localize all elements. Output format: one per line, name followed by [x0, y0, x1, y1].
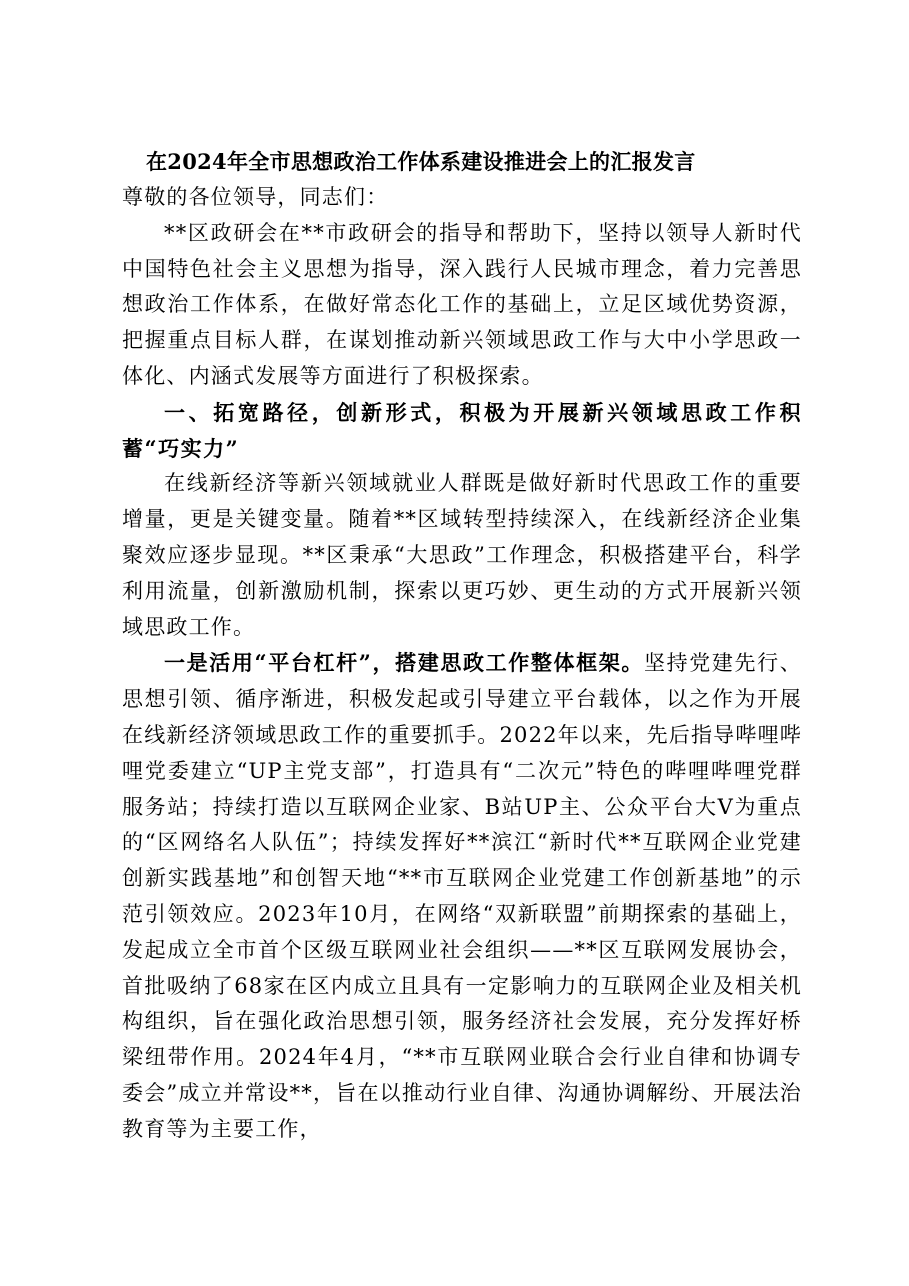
point-1-paragraph: [122, 645, 802, 1147]
document-title: 在2024年全市思想政治工作体系建设推进会上的汇报发言: [146, 149, 696, 174]
intro-paragraph: **区政研会在**市政研会的指导和帮助下，坚持以领导人新时代中国特色社会主义思想为指导，深入践行人民城市理念，着力完善思想政治工作体系，在做好常态化工作的基础上，立足区域优势资源，把握重点目标人群，在谋划推动新兴领域思政工作与大中小学思政一体化、内涵式发展等方面进行了积极探索。: [122, 220, 802, 388]
point-1-body: 坚持党建先行、思想引领、循序渐进，积极发起或引导建立平台载体，以之作为开展在线新经济领域思政工作的重要抓手。2022年以来，先后指导哔哩哔哩党委建立“UP主党支部”，打造具有“二次元”特色的哔哩哔哩党群服务站；持续打造以互联网企业家、B站UP主、公众平台大V为重点的“区网络名人队伍”；持续发挥好**滨江“新时代**互联网企业党建创新实践基地”和创智天地“**市互联网企业党建工作创新基地”的示范引领效应。2023年10月，在网络“双新联盟”前期探索的基础上，发起成立全市首个区级互联网业社会组织——**区互联网发展协会，首批吸纳了68家在区内成立且具有一定影响力的互联网企业及相关机构组织，旨在强化政治思想引领，服务经济社会发展，充分发挥好桥梁纽带作用。2024年4月，“**市互联网业联合会行业自律和协调专委会”成立并常设**，旨在以推动行业自律、沟通协调解纷、开展法治教育等为主要工作，: [122, 651, 802, 1141]
point-1-lead: 一是活用“平台杠杆”，搭建思政工作整体框架。: [164, 650, 645, 676]
document-body: [122, 144, 802, 1148]
section-heading-1: 一、拓宽路径，创新形式，积极为开展新兴领域思政工作积蓄“巧实力”: [122, 399, 802, 461]
salutation: 尊敬的各位领导，同志们：: [122, 185, 389, 209]
section-1-paragraph: 在线新经济等新兴领域就业人群既是做好新时代思政工作的重要增量，更是关键变量。随着**区域转型持续深入，在线新经济企业集聚效应逐步显现。**区秉承“大思政”工作理念，积极搭建平台，科学利用流量，创新激励机制，探索以更巧妙、更生动的方式开展新兴领域思政工作。: [122, 471, 802, 639]
